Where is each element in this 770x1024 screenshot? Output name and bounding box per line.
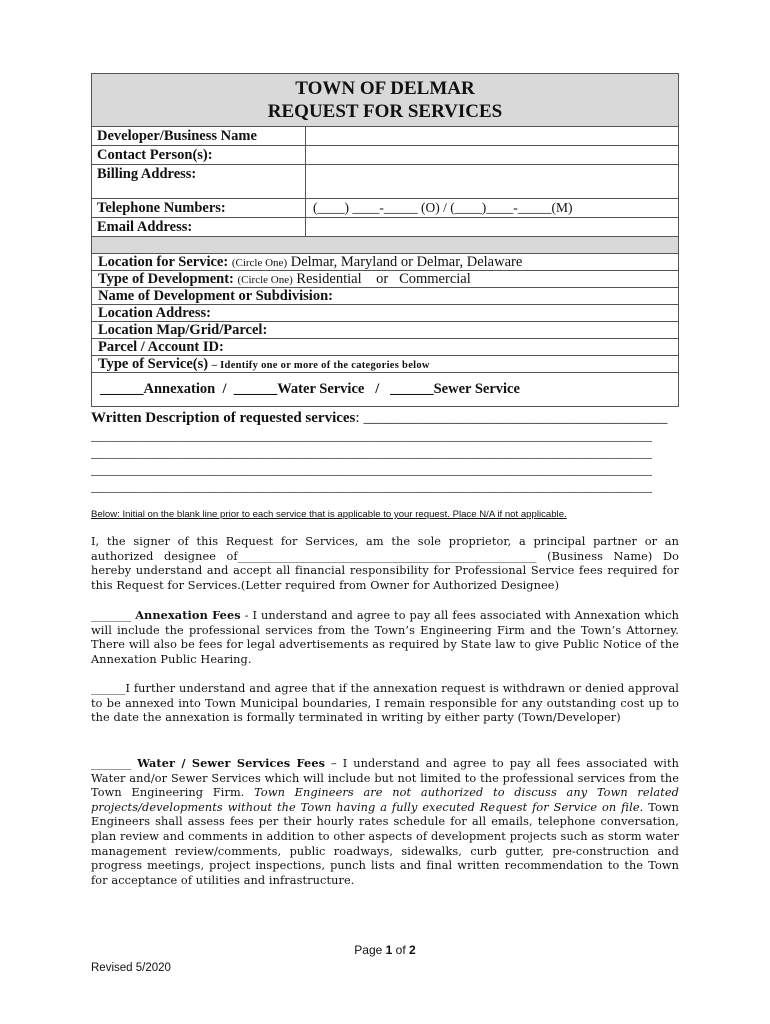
service-type-row [92,356,678,373]
email-label: Email Address: [92,218,306,236]
telephone-row [92,199,678,218]
annexation-fees-text: - I understand and agree to pay all fees associated with Annexation which will include the professional services from the Town’s Engineering Firm and the Town’s Attorney. There will also be fees for legal advertisements as required by State law to give Public Notice of the Annexation Public Hearing. [91,609,679,666]
page-total: 2 [409,943,416,957]
parcel-row[interactable] [92,339,678,356]
service-type-hint: – Identify one or more of the categories below [211,360,430,371]
map-row[interactable] [92,322,678,339]
billing-label: Billing Address: [92,165,306,198]
contact-field[interactable] [306,146,678,164]
request-title: REQUEST FOR SERVICES [267,101,503,122]
dev-type-label: Type of Development: [98,271,234,287]
contact-row [92,146,678,165]
location-options[interactable]: Delmar, Maryland or Delmar, Delaware [290,254,523,270]
location-label: Location for Service: [98,254,229,270]
revised-date: Revised 5/2020 [91,962,171,974]
dev-type-options[interactable]: Residential or Commercial [296,271,471,287]
map-label: Location Map/Grid/Parcel: [98,322,268,338]
email-row [92,218,678,237]
billing-row [92,165,678,199]
description-blank-line[interactable]: _____________________________________________________________________________________ [91,479,652,494]
page-prefix: Page [354,943,386,957]
water-sewer-italic-notice: Town Engineers are not authorized to discuss any Town related projects/developments without the Town having a fully executed Request for Service on file. [91,786,679,814]
annexation-withdrawal-paragraph: ______I further understand and agree that if the annexation request is withdrawn or denied approval to be annexed into Town Municipal boundaries, I remain responsible for any outstanding cost up to the date the annexation is formally terminated in writing by either party (Town/Developer) [91,682,679,725]
town-title: TOWN OF DELMAR [295,78,475,99]
contact-label: Contact Person(s): [92,146,306,164]
email-field[interactable] [306,218,678,236]
water-sewer-text-1: – I understand and agree to pay all fees associated with Water and/or Sewer Services which will include but not limited to the professional services from the Town Engineering Firm. [91,757,679,800]
page-number [0,943,770,957]
initial-instructions: Below: Initial on the blank line prior to each service that is applicable to your request. Place N/A if not applicable. [91,509,567,520]
developer-row [92,127,678,146]
service-type-label: Type of Service(s) [98,356,209,372]
location-hint: (Circle One) [231,257,288,269]
annexation-fees-heading: Annexation Fees [135,608,241,622]
billing-field[interactable] [306,165,678,198]
annexation-fees-paragraph [91,608,679,667]
description-first-line [91,410,681,427]
water-sewer-initial-blank[interactable]: _______ [91,757,138,770]
services-line[interactable]: ______Annexation / ______Water Service / ______Sewer Service [100,381,520,397]
water-sewer-fees-paragraph [91,756,679,888]
subdivision-row[interactable] [92,288,678,305]
description-blank-line[interactable]: _____________________________________________________________________________________ [91,428,652,443]
developer-label: Developer/Business Name [92,127,306,145]
description-first-blank[interactable]: : ________________________________________ [355,410,668,426]
developer-field[interactable] [306,127,678,145]
separator-band [92,237,678,254]
telephone-label: Telephone Numbers: [92,199,306,217]
dev-type-row[interactable] [92,271,678,288]
request-form-table [91,73,679,407]
description-blank-line[interactable]: _____________________________________________________________________________________ [91,462,652,477]
water-sewer-text-2: Town Engineers shall assess fees per their hourly rates schedule for all emails, telephone conversation, plan review and comments in addition to other aspects of development projects such as storm water management review/comments, public roadways, sidewalks, curb gutter, pre-construction and progress meetings, project inspections, punch lists and final written recommendation to the Town for acceptance of utilities and infrastructure. [91,800,680,887]
description-blank-line[interactable]: _____________________________________________________________________________________ [91,445,652,460]
water-sewer-fees-heading: Water / Sewer Services Fees [137,756,326,770]
form-title [92,74,678,127]
page-current: 1 [385,943,393,957]
parcel-label: Parcel / Account ID: [98,339,224,355]
signer-paragraph: I, the signer of this Request for Services, am the sole proprietor, a principal partner or an authorized designee of____________________________________________________ (Business Name) Do hereby understand and accept all financial responsibility for Professional Service fees required for this Request for Services.(Letter required from Owner for Authorized Designee) [91,535,679,592]
annexation-initial-blank[interactable]: _______ [91,609,136,622]
dev-type-hint: (Circle One) [237,274,293,286]
location-row[interactable] [92,254,678,271]
description-label: Written Description of requested services [91,410,356,426]
written-description [91,410,681,495]
telephone-field[interactable]: (____) ____-_____ (O) / (____)____-_____(M) [313,200,573,215]
page-of: of [392,943,410,957]
address-row[interactable] [92,305,678,322]
address-label: Location Address: [98,305,211,321]
subdivision-label: Name of Development or Subdivision: [98,288,333,304]
